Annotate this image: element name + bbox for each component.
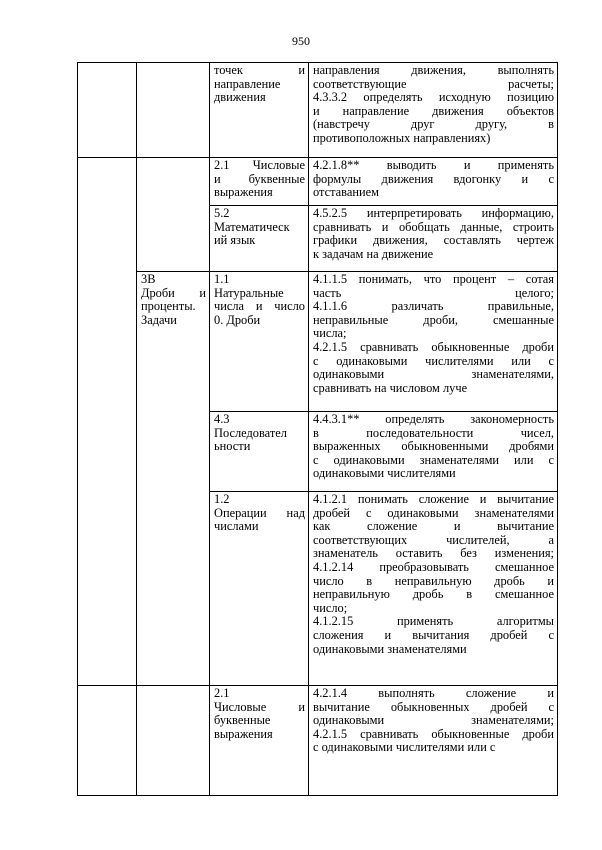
topic-cell	[137, 272, 210, 686]
subtopic-line: 5.2	[214, 206, 230, 220]
topic-line: Задачи	[141, 312, 177, 327]
table-row	[78, 158, 558, 206]
curriculum-table	[77, 62, 558, 796]
subtopic-line: Операции над	[214, 505, 305, 520]
objective-line: одинаковыми знаменателями,	[313, 367, 554, 382]
objective-line: сравнивать и обобщать данные, строить	[313, 219, 554, 234]
objective-line: 4.4.3.1** определять закономерность	[313, 412, 554, 426]
topic-cell	[137, 63, 210, 158]
objective-cell	[309, 492, 558, 686]
subtopic-cell	[210, 272, 309, 412]
objective-line: с одинаковыми числителями или с	[313, 353, 554, 368]
objective-cell	[309, 272, 558, 412]
subtopic-line: и буквенные	[214, 171, 305, 186]
objective-cell	[309, 412, 558, 492]
subtopic-line: 2.1 Числовые	[214, 158, 305, 172]
objective-line: неправильную дробь в смешанное	[313, 587, 554, 602]
subtopic-line: 1.2	[214, 492, 230, 506]
subtopic-line: ий язык	[214, 233, 256, 248]
subtopic-line: Последовател	[214, 425, 287, 440]
subtopic-line: 2.1	[214, 686, 230, 700]
table-row	[78, 686, 558, 796]
objective-line: (навстречу друг другу, в	[313, 117, 554, 132]
objective-line: 4.1.2.1 понимать сложение и вычитание	[313, 492, 554, 506]
subtopic-line: выражения	[214, 185, 273, 200]
subtopic-cell	[210, 206, 309, 272]
objective-line: противоположных направлениях)	[313, 130, 491, 145]
page-number: 950	[292, 34, 310, 48]
objective-line: неправильные дроби, смешанные	[313, 312, 554, 327]
section-cell	[78, 63, 137, 158]
objective-line: отставанием	[313, 185, 379, 200]
subtopic-line: Числовые и	[214, 699, 305, 714]
objective-line: часть целого;	[313, 285, 554, 300]
objective-line: как сложение и вычитание	[313, 519, 554, 534]
subtopic-cell	[210, 412, 309, 492]
objective-line: в последовательности чисел,	[313, 425, 554, 440]
subtopic-line: Натуральные	[214, 285, 284, 300]
subtopic-cell	[210, 158, 309, 206]
objective-line: 4.2.1.5 сравнивать обыкновенные дроби	[313, 339, 554, 354]
table-row	[78, 272, 558, 412]
subtopic-line: точек и	[214, 63, 305, 77]
objective-line: к задачам на движение	[313, 246, 434, 261]
objective-line: сложения и вычитания дробей с	[313, 627, 554, 642]
objective-line: одинаковыми знаменателями;	[313, 713, 554, 728]
objective-line: графики движения, составлять чертеж	[313, 233, 554, 248]
topic-line: 3В	[141, 272, 156, 286]
section-cell	[78, 272, 137, 686]
objective-cell	[309, 206, 558, 272]
objective-line: знаменатель оставить без изменения;	[313, 546, 554, 561]
objective-line: 4.2.1.4 выполнять сложение и	[313, 686, 554, 700]
table-row	[78, 63, 558, 158]
objective-line: с одинаковыми знаменателями или с	[313, 452, 554, 467]
objective-line: сравнивать на числовом луче	[313, 380, 468, 395]
objective-line: соответствующих числителей, а	[313, 532, 554, 547]
subtopic-line: ьности	[214, 439, 251, 454]
subtopic-line: буквенные	[214, 713, 271, 728]
topic-line: проценты.	[141, 299, 196, 314]
section-cell	[78, 686, 137, 796]
section-cell	[78, 158, 137, 272]
subtopic-line: 0. Дроби	[214, 312, 261, 327]
topic-line: Дроби и	[141, 285, 206, 300]
objective-line: 4.3.3.2 определять исходную позицию	[313, 90, 554, 105]
objective-line: 4.2.1.5 сравнивать обыкновенные дроби	[313, 726, 554, 741]
objective-line: вычитание обыкновенных дробей с	[313, 699, 554, 714]
subtopic-line: выражения	[214, 726, 273, 741]
subtopic-cell	[210, 686, 309, 796]
objective-line: 4.5.2.5 интерпретировать информацию,	[313, 206, 554, 220]
objective-line: выраженных обыкновенными дробями	[313, 439, 554, 454]
objective-line: 4.1.1.6 различать правильные,	[313, 299, 554, 314]
objective-line: числа;	[313, 326, 347, 341]
subtopic-line: числами	[214, 519, 259, 534]
subtopic-line: направление	[214, 76, 281, 91]
objective-line: 4.1.2.15 применять алгоритмы	[313, 614, 554, 629]
objective-line: число;	[313, 600, 348, 615]
objective-line: направления движения, выполнять	[313, 63, 554, 77]
objective-line: одинаковыми знаменателями	[313, 641, 467, 656]
objective-line: и направление движения объектов	[313, 103, 554, 118]
objective-line: дробей с одинаковыми знаменателями	[313, 505, 554, 520]
objective-line: 4.1.1.5 понимать, что процент – сотая	[313, 272, 554, 286]
subtopic-line: 4.3	[214, 412, 230, 426]
table-body	[78, 63, 558, 796]
objective-cell	[309, 158, 558, 206]
subtopic-line: числа и число	[214, 299, 305, 314]
subtopic-line: движения	[214, 90, 266, 105]
objective-line: с одинаковыми числителями или с	[313, 740, 496, 755]
subtopic-line: 1.1	[214, 272, 230, 286]
objective-line: формулы движения вдогонку и с	[313, 171, 554, 186]
topic-cell	[137, 686, 210, 796]
subtopic-cell	[210, 63, 309, 158]
objective-line: соответствующие расчеты;	[313, 76, 554, 91]
objective-cell	[309, 63, 558, 158]
objective-line: число в неправильную дробь и	[313, 573, 554, 588]
objective-cell	[309, 686, 558, 796]
objective-line: 4.1.2.14 преобразовывать смешанное	[313, 559, 554, 574]
subtopic-cell	[210, 492, 309, 686]
objective-line: одинаковыми числителями	[313, 466, 456, 481]
topic-cell	[137, 158, 210, 272]
objective-line: 4.2.1.8** выводить и применять	[313, 158, 554, 172]
subtopic-line: Математическ	[214, 219, 290, 234]
